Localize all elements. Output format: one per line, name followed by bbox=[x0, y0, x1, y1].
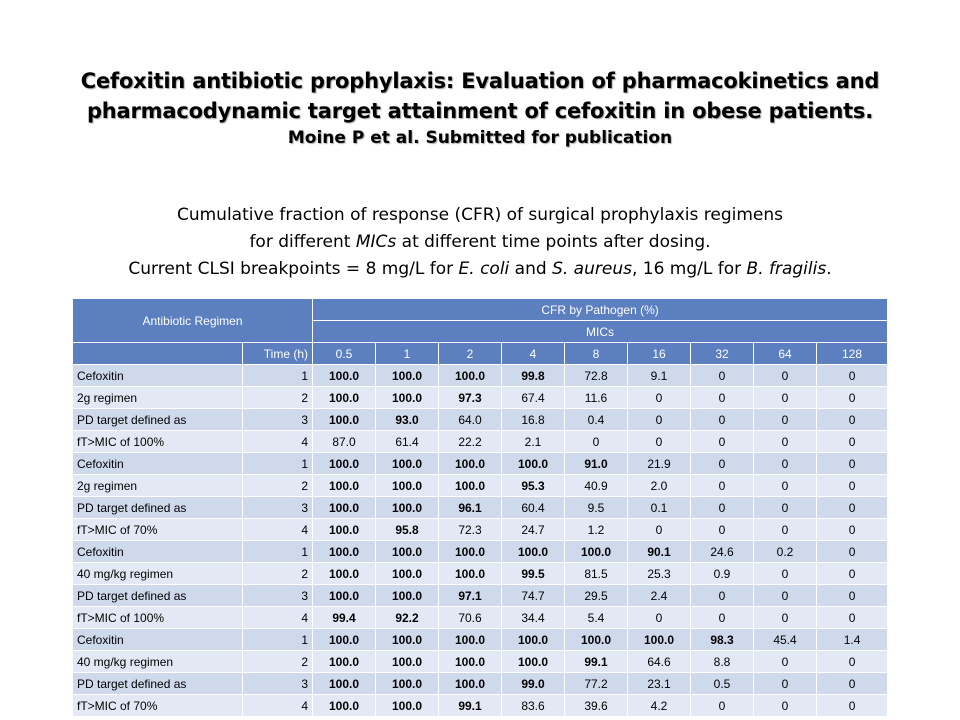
cfr-value-cell: 0 bbox=[754, 365, 817, 387]
table-row bbox=[73, 541, 888, 563]
cfr-value-cell: 0 bbox=[817, 695, 888, 717]
table-row bbox=[73, 387, 888, 409]
cfr-value-cell: 91.0 bbox=[565, 453, 628, 475]
cfr-value-cell: 100.0 bbox=[439, 651, 502, 673]
header-mic-1: 1 bbox=[376, 343, 439, 365]
cfr-value-cell: 87.0 bbox=[313, 431, 376, 453]
header-time: Time (h) bbox=[243, 343, 313, 365]
cfr-value-cell: 100.0 bbox=[376, 365, 439, 387]
cfr-value-cell: 23.1 bbox=[628, 673, 691, 695]
cfr-value-cell: 0 bbox=[817, 409, 888, 431]
cfr-value-cell: 100.0 bbox=[502, 629, 565, 651]
caption-mics-italic: MICs bbox=[355, 232, 397, 252]
cfr-value-cell: 99.4 bbox=[313, 607, 376, 629]
cfr-value-cell: 100.0 bbox=[313, 563, 376, 585]
cfr-value-cell: 0 bbox=[817, 651, 888, 673]
cfr-value-cell: 2.4 bbox=[628, 585, 691, 607]
cfr-value-cell: 100.0 bbox=[439, 563, 502, 585]
time-cell: 4 bbox=[243, 695, 313, 717]
cfr-value-cell: 0 bbox=[754, 695, 817, 717]
regimen-cell: Cefoxitin bbox=[73, 365, 243, 387]
cfr-value-cell: 100.0 bbox=[376, 629, 439, 651]
cfr-table-body bbox=[73, 365, 888, 717]
caption-line-3-g: . bbox=[826, 259, 832, 279]
cfr-value-cell: 2.1 bbox=[502, 431, 565, 453]
cfr-value-cell: 100.0 bbox=[313, 651, 376, 673]
cfr-value-cell: 100.0 bbox=[376, 651, 439, 673]
regimen-cell: PD target defined as bbox=[73, 673, 243, 695]
cfr-value-cell: 100.0 bbox=[376, 695, 439, 717]
caption-saureus: S. aureus bbox=[552, 259, 632, 279]
cfr-value-cell: 0 bbox=[754, 651, 817, 673]
cfr-value-cell: 0 bbox=[691, 585, 754, 607]
cfr-value-cell: 0.1 bbox=[628, 497, 691, 519]
cfr-value-cell: 100.0 bbox=[313, 453, 376, 475]
cfr-value-cell: 100.0 bbox=[313, 497, 376, 519]
caption-line-2-pre: for different bbox=[249, 232, 356, 252]
cfr-value-cell: 8.8 bbox=[691, 651, 754, 673]
cfr-value-cell: 100.0 bbox=[313, 585, 376, 607]
cfr-value-cell: 40.9 bbox=[565, 475, 628, 497]
cfr-value-cell: 0 bbox=[817, 519, 888, 541]
cfr-value-cell: 70.6 bbox=[439, 607, 502, 629]
header-mic-7: 64 bbox=[754, 343, 817, 365]
cfr-value-cell: 45.4 bbox=[754, 629, 817, 651]
cfr-value-cell: 39.6 bbox=[565, 695, 628, 717]
citation-line: Moine P et al. Submitted for publication bbox=[287, 128, 673, 148]
cfr-value-cell: 77.2 bbox=[565, 673, 628, 695]
table-row bbox=[73, 695, 888, 717]
cfr-value-cell: 100.0 bbox=[376, 453, 439, 475]
cfr-value-cell: 0 bbox=[691, 453, 754, 475]
cfr-value-cell: 96.1 bbox=[439, 497, 502, 519]
cfr-value-cell: 0 bbox=[691, 365, 754, 387]
cfr-value-cell: 100.0 bbox=[376, 541, 439, 563]
cfr-value-cell: 0 bbox=[754, 409, 817, 431]
cfr-value-cell: 0 bbox=[817, 673, 888, 695]
cfr-value-cell: 100.0 bbox=[439, 475, 502, 497]
cfr-value-cell: 0 bbox=[754, 585, 817, 607]
cfr-table bbox=[72, 298, 888, 717]
time-cell: 4 bbox=[243, 431, 313, 453]
regimen-cell: Cefoxitin bbox=[73, 629, 243, 651]
cfr-value-cell: 100.0 bbox=[313, 387, 376, 409]
cfr-value-cell: 100.0 bbox=[439, 629, 502, 651]
cfr-value-cell: 95.3 bbox=[502, 475, 565, 497]
cfr-value-cell: 100.0 bbox=[502, 541, 565, 563]
time-cell: 4 bbox=[243, 519, 313, 541]
cfr-value-cell: 1.2 bbox=[565, 519, 628, 541]
table-row bbox=[73, 585, 888, 607]
caption-ecoli: E. coli bbox=[458, 259, 510, 279]
cfr-value-cell: 74.7 bbox=[502, 585, 565, 607]
cfr-value-cell: 1.4 bbox=[817, 629, 888, 651]
cfr-value-cell: 67.4 bbox=[502, 387, 565, 409]
time-cell: 1 bbox=[243, 629, 313, 651]
regimen-cell: PD target defined as bbox=[73, 409, 243, 431]
table-row bbox=[73, 431, 888, 453]
header-blank bbox=[73, 343, 243, 365]
table-row bbox=[73, 365, 888, 387]
cfr-value-cell: 0 bbox=[691, 409, 754, 431]
cfr-value-cell: 100.0 bbox=[376, 475, 439, 497]
cfr-value-cell: 0.2 bbox=[754, 541, 817, 563]
cfr-value-cell: 100.0 bbox=[439, 365, 502, 387]
cfr-value-cell: 90.1 bbox=[628, 541, 691, 563]
cfr-value-cell: 22.2 bbox=[439, 431, 502, 453]
cfr-value-cell: 100.0 bbox=[376, 585, 439, 607]
header-mic-4: 8 bbox=[565, 343, 628, 365]
time-cell: 1 bbox=[243, 365, 313, 387]
cfr-value-cell: 0 bbox=[691, 387, 754, 409]
cfr-value-cell: 100.0 bbox=[313, 695, 376, 717]
cfr-value-cell: 2.0 bbox=[628, 475, 691, 497]
time-cell: 3 bbox=[243, 409, 313, 431]
cfr-value-cell: 83.6 bbox=[502, 695, 565, 717]
regimen-cell: 40 mg/kg regimen bbox=[73, 563, 243, 585]
header-mics: MICs bbox=[313, 321, 888, 343]
cfr-value-cell: 0 bbox=[817, 365, 888, 387]
cfr-value-cell: 100.0 bbox=[313, 409, 376, 431]
table-row bbox=[73, 673, 888, 695]
cfr-value-cell: 95.8 bbox=[376, 519, 439, 541]
regimen-cell: Cefoxitin bbox=[73, 453, 243, 475]
cfr-value-cell: 100.0 bbox=[376, 387, 439, 409]
cfr-value-cell: 0 bbox=[754, 563, 817, 585]
regimen-cell: 40 mg/kg regimen bbox=[73, 651, 243, 673]
cfr-value-cell: 0 bbox=[817, 453, 888, 475]
cfr-value-cell: 0 bbox=[691, 607, 754, 629]
regimen-cell: 2g regimen bbox=[73, 475, 243, 497]
cfr-value-cell: 0 bbox=[817, 607, 888, 629]
cfr-value-cell: 0 bbox=[628, 409, 691, 431]
cfr-value-cell: 0.4 bbox=[565, 409, 628, 431]
cfr-value-cell: 34.4 bbox=[502, 607, 565, 629]
header-mic-5: 16 bbox=[628, 343, 691, 365]
cfr-value-cell: 64.0 bbox=[439, 409, 502, 431]
caption-line-3 bbox=[20, 256, 940, 283]
cfr-value-cell: 100.0 bbox=[313, 629, 376, 651]
caption-line-3-c: and bbox=[509, 259, 553, 279]
time-cell: 3 bbox=[243, 497, 313, 519]
caption-block bbox=[20, 202, 940, 283]
cfr-value-cell: 0 bbox=[628, 519, 691, 541]
cfr-value-cell: 61.4 bbox=[376, 431, 439, 453]
cfr-value-cell: 0 bbox=[817, 475, 888, 497]
cfr-value-cell: 99.1 bbox=[565, 651, 628, 673]
caption-line-3-a: Current CLSI breakpoints = 8 mg/L for bbox=[128, 259, 459, 279]
cfr-value-cell: 100.0 bbox=[628, 629, 691, 651]
header-cfr-by-pathogen: CFR by Pathogen (%) bbox=[313, 299, 888, 321]
cfr-value-cell: 0 bbox=[817, 585, 888, 607]
cfr-value-cell: 100.0 bbox=[376, 497, 439, 519]
table-row bbox=[73, 563, 888, 585]
header-mic-3: 4 bbox=[502, 343, 565, 365]
caption-line-3-e: , 16 mg/L for bbox=[631, 259, 747, 279]
table-row bbox=[73, 519, 888, 541]
caption-line-2-post: at different time points after dosing. bbox=[396, 232, 711, 252]
cfr-value-cell: 100.0 bbox=[439, 673, 502, 695]
cfr-value-cell: 0.5 bbox=[691, 673, 754, 695]
cfr-value-cell: 0 bbox=[754, 475, 817, 497]
cfr-value-cell: 4.2 bbox=[628, 695, 691, 717]
cfr-value-cell: 5.4 bbox=[565, 607, 628, 629]
cfr-value-cell: 100.0 bbox=[502, 453, 565, 475]
cfr-value-cell: 60.4 bbox=[502, 497, 565, 519]
cfr-value-cell: 29.5 bbox=[565, 585, 628, 607]
regimen-cell: 2g regimen bbox=[73, 387, 243, 409]
table-row bbox=[73, 453, 888, 475]
cfr-value-cell: 0 bbox=[754, 519, 817, 541]
cfr-value-cell: 21.9 bbox=[628, 453, 691, 475]
cfr-value-cell: 64.6 bbox=[628, 651, 691, 673]
cfr-value-cell: 100.0 bbox=[565, 629, 628, 651]
cfr-value-cell: 100.0 bbox=[313, 475, 376, 497]
cfr-value-cell: 100.0 bbox=[313, 673, 376, 695]
cfr-value-cell: 25.3 bbox=[628, 563, 691, 585]
cfr-value-cell: 92.2 bbox=[376, 607, 439, 629]
cfr-value-cell: 0 bbox=[754, 453, 817, 475]
regimen-cell: fT>MIC of 70% bbox=[73, 519, 243, 541]
cfr-value-cell: 0 bbox=[691, 695, 754, 717]
cfr-value-cell: 24.6 bbox=[691, 541, 754, 563]
regimen-cell: PD target defined as bbox=[73, 497, 243, 519]
cfr-value-cell: 24.7 bbox=[502, 519, 565, 541]
cfr-value-cell: 72.3 bbox=[439, 519, 502, 541]
cfr-value-cell: 0 bbox=[754, 431, 817, 453]
cfr-value-cell: 100.0 bbox=[439, 453, 502, 475]
header-mic-2: 2 bbox=[439, 343, 502, 365]
cfr-value-cell: 100.0 bbox=[376, 563, 439, 585]
cfr-value-cell: 93.0 bbox=[376, 409, 439, 431]
cfr-value-cell: 0 bbox=[817, 387, 888, 409]
mic-header-row bbox=[73, 343, 888, 365]
cfr-value-cell: 0 bbox=[817, 497, 888, 519]
title-line-1: Cefoxitin antibiotic prophylaxis: Evaluation of pharmacokinetics and bbox=[80, 69, 880, 93]
time-cell: 4 bbox=[243, 607, 313, 629]
time-cell: 3 bbox=[243, 673, 313, 695]
regimen-cell: fT>MIC of 70% bbox=[73, 695, 243, 717]
time-cell: 1 bbox=[243, 541, 313, 563]
time-cell: 2 bbox=[243, 651, 313, 673]
cfr-value-cell: 99.8 bbox=[502, 365, 565, 387]
cfr-value-cell: 9.1 bbox=[628, 365, 691, 387]
cfr-value-cell: 16.8 bbox=[502, 409, 565, 431]
cfr-value-cell: 0 bbox=[691, 431, 754, 453]
cfr-value-cell: 0 bbox=[754, 497, 817, 519]
cfr-value-cell: 9.5 bbox=[565, 497, 628, 519]
cfr-value-cell: 99.5 bbox=[502, 563, 565, 585]
header-mic-0: 0.5 bbox=[313, 343, 376, 365]
regimen-cell: PD target defined as bbox=[73, 585, 243, 607]
caption-bfragilis: B. fragilis bbox=[746, 259, 827, 279]
regimen-cell: Cefoxitin bbox=[73, 541, 243, 563]
cfr-value-cell: 0 bbox=[817, 563, 888, 585]
cfr-value-cell: 0 bbox=[691, 519, 754, 541]
cfr-value-cell: 0 bbox=[754, 673, 817, 695]
title-line-2: pharmacodynamic target attainment of cefoxitin in obese patients. bbox=[86, 99, 874, 123]
cfr-value-cell: 97.3 bbox=[439, 387, 502, 409]
cfr-value-cell: 0 bbox=[691, 475, 754, 497]
cfr-value-cell: 100.0 bbox=[376, 673, 439, 695]
caption-line-1: Cumulative fraction of response (CFR) of surgical prophylaxis regimens bbox=[176, 205, 784, 225]
cfr-value-cell: 11.6 bbox=[565, 387, 628, 409]
cfr-value-cell: 0 bbox=[565, 431, 628, 453]
cfr-value-cell: 99.0 bbox=[502, 673, 565, 695]
cfr-value-cell: 100.0 bbox=[313, 365, 376, 387]
header-mic-6: 32 bbox=[691, 343, 754, 365]
cfr-value-cell: 100.0 bbox=[313, 519, 376, 541]
cfr-value-cell: 0.9 bbox=[691, 563, 754, 585]
cfr-value-cell: 97.1 bbox=[439, 585, 502, 607]
time-cell: 2 bbox=[243, 475, 313, 497]
time-cell: 2 bbox=[243, 387, 313, 409]
table-row bbox=[73, 475, 888, 497]
cfr-value-cell: 98.3 bbox=[691, 629, 754, 651]
caption-line-2 bbox=[20, 229, 940, 256]
cfr-value-cell: 99.1 bbox=[439, 695, 502, 717]
cfr-value-cell: 0 bbox=[628, 607, 691, 629]
cfr-value-cell: 0 bbox=[754, 607, 817, 629]
time-cell: 3 bbox=[243, 585, 313, 607]
cfr-value-cell: 72.8 bbox=[565, 365, 628, 387]
time-cell: 2 bbox=[243, 563, 313, 585]
cfr-value-cell: 0 bbox=[817, 541, 888, 563]
cfr-value-cell: 0 bbox=[817, 431, 888, 453]
cfr-value-cell: 100.0 bbox=[502, 651, 565, 673]
cfr-value-cell: 0 bbox=[754, 387, 817, 409]
cfr-value-cell: 81.5 bbox=[565, 563, 628, 585]
cfr-value-cell: 0 bbox=[628, 387, 691, 409]
time-cell: 1 bbox=[243, 453, 313, 475]
cfr-value-cell: 100.0 bbox=[313, 541, 376, 563]
cfr-value-cell: 100.0 bbox=[439, 541, 502, 563]
header-antibiotic-regimen: Antibiotic Regimen bbox=[73, 299, 313, 343]
table-row bbox=[73, 629, 888, 651]
regimen-cell: fT>MIC of 100% bbox=[73, 607, 243, 629]
header-mic-8: 128 bbox=[817, 343, 888, 365]
table-row bbox=[73, 409, 888, 431]
table-row bbox=[73, 651, 888, 673]
cfr-value-cell: 0 bbox=[628, 431, 691, 453]
table-row bbox=[73, 497, 888, 519]
cfr-value-cell: 0 bbox=[691, 497, 754, 519]
title-block bbox=[20, 66, 940, 150]
cfr-value-cell: 100.0 bbox=[565, 541, 628, 563]
table-row bbox=[73, 607, 888, 629]
regimen-cell: fT>MIC of 100% bbox=[73, 431, 243, 453]
